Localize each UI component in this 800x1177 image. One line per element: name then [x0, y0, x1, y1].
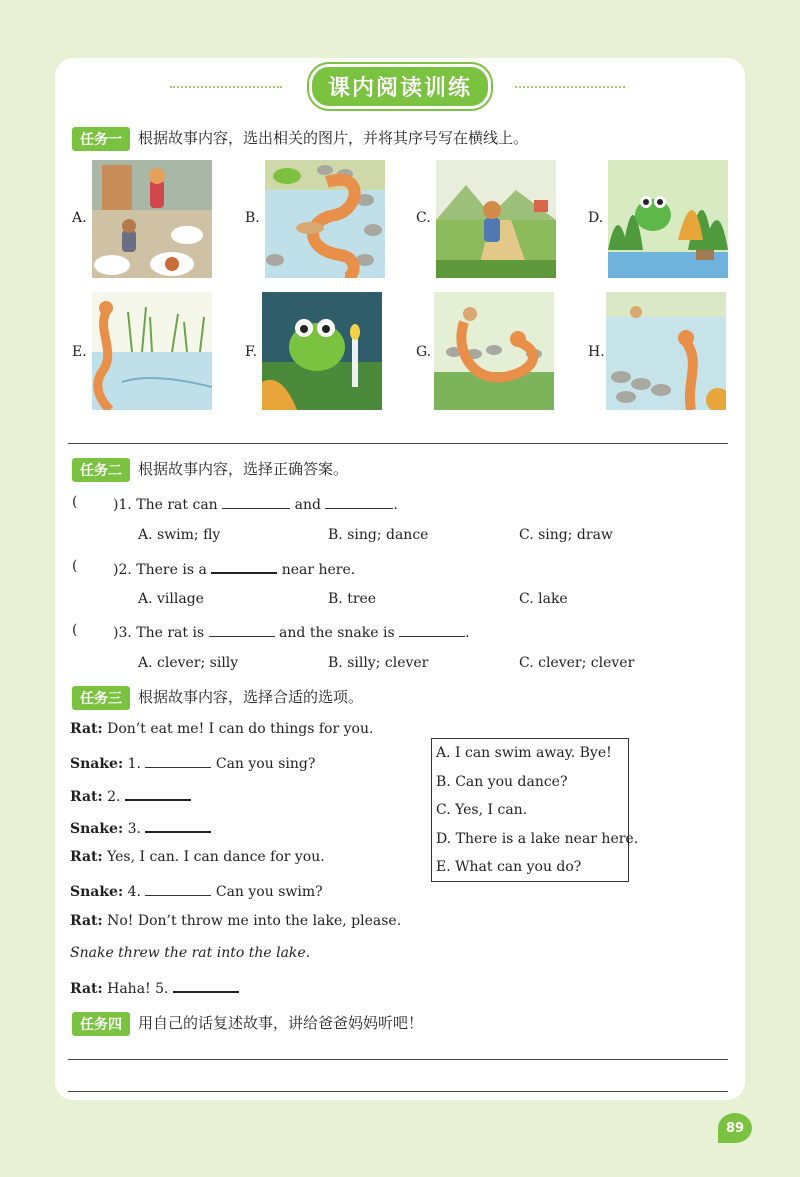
question-1-stem-a: )1. The rat can	[113, 497, 218, 513]
speaker-label: Snake:	[70, 821, 124, 837]
dialogue-text: Can you swim?	[215, 884, 323, 900]
question-1-option-a[interactable]: A. swim; fly	[138, 527, 221, 543]
choice-a[interactable]: A. I can swim away. Bye!	[436, 745, 612, 761]
speaker-label: Rat:	[70, 789, 103, 805]
question-1-stem-c: .	[393, 497, 398, 513]
question-2-paren[interactable]: (	[72, 558, 78, 574]
page-title: 课内阅读训练	[309, 64, 491, 109]
question-1-option-c[interactable]: C. sing; draw	[519, 527, 613, 543]
picture-a-rat-kitchen[interactable]	[92, 160, 212, 278]
picture-label-d: D.	[588, 210, 604, 226]
picture-d-frog-pond[interactable]	[608, 160, 728, 278]
dialogue-blank-3[interactable]	[145, 817, 211, 833]
picture-g-snake-catches-rat[interactable]	[434, 292, 554, 410]
picture-label-b: B.	[245, 210, 260, 226]
question-3-stem-a: )3. The rat is	[113, 625, 205, 641]
task1-tag: 任务一	[72, 127, 130, 151]
picture-label-a: A.	[72, 210, 87, 226]
dialogue-text: Don’t eat me! I can do things for you.	[107, 721, 374, 737]
picture-label-f: F.	[245, 344, 257, 360]
picture-label-g: G.	[416, 344, 432, 360]
speaker-label: Snake:	[70, 756, 124, 772]
dialogue-blank-5[interactable]	[173, 977, 239, 993]
picture-h-rat-thrown-into-lake[interactable]	[606, 292, 726, 410]
blank-number: 1.	[127, 756, 141, 772]
choice-c[interactable]: C. Yes, I can.	[436, 802, 528, 818]
dialogue-blank-4[interactable]	[145, 881, 211, 896]
question-1-blank-1[interactable]	[222, 494, 290, 509]
blank-number: 2.	[107, 789, 121, 805]
dialogue-text: Haha!	[107, 981, 151, 997]
choice-b[interactable]: B. Can you dance?	[436, 773, 568, 790]
dialogue-blank-2[interactable]	[125, 785, 191, 801]
picture-b-art	[265, 160, 385, 278]
dialogue-line-4	[70, 817, 211, 837]
speaker-label: Rat:	[70, 721, 103, 737]
question-1-paren[interactable]: (	[72, 494, 78, 510]
dialogue-line-2	[70, 753, 315, 772]
choices-box	[431, 738, 639, 882]
question-1-stem-b: and	[294, 497, 321, 513]
question-1-option-b[interactable]: B. sing; dance	[328, 527, 429, 543]
picture-e-snake-in-reeds[interactable]	[92, 292, 212, 410]
dialogue-line-7	[70, 913, 401, 929]
task2-instruction: 根据故事内容，选择正确答案。	[138, 460, 349, 478]
question-3-paren[interactable]: (	[72, 622, 78, 638]
header-dotted-line-right	[515, 86, 625, 88]
picture-f-frog-with-candle[interactable]	[262, 292, 382, 410]
task4-answer-line-1[interactable]	[68, 1059, 728, 1060]
task4-answer-line-2[interactable]	[68, 1091, 728, 1092]
picture-g-art	[434, 292, 554, 410]
dialogue-line-3	[70, 785, 191, 805]
question-2-blank[interactable]	[211, 558, 277, 574]
header-dotted-line-left	[170, 86, 282, 88]
question-1-blank-2[interactable]	[325, 494, 393, 509]
dialogue-text: No! Don’t throw me into the lake, please.	[107, 913, 402, 929]
question-3-stem-c: .	[465, 625, 470, 641]
question-3	[113, 622, 470, 641]
blank-number: 4.	[127, 884, 141, 900]
choice-e[interactable]: E. What can you do?	[436, 859, 582, 875]
blank-number: 5.	[155, 981, 169, 997]
picture-a-art	[92, 160, 212, 278]
question-3-blank-2[interactable]	[399, 622, 465, 637]
task3-instruction: 根据故事内容，选择合适的选项。	[138, 688, 364, 706]
question-3-option-c[interactable]: C. clever; clever	[519, 655, 635, 671]
question-3-option-a[interactable]: A. clever; silly	[138, 655, 239, 671]
picture-label-h: H.	[588, 344, 605, 360]
page-number: 89	[718, 1113, 752, 1143]
task1-instruction: 根据故事内容，选出相关的图片，并将其序号写在横线上。	[138, 129, 529, 147]
picture-f-art	[262, 292, 382, 410]
question-2-option-b[interactable]: B. tree	[328, 591, 377, 607]
task3-tag: 任务三	[72, 686, 130, 710]
dialogue-blank-1[interactable]	[145, 753, 211, 768]
dialogue-line-5	[70, 849, 325, 865]
picture-e-art	[92, 292, 212, 410]
question-3-stem-b: and the snake is	[279, 625, 395, 641]
blank-number: 3.	[127, 821, 141, 837]
task4-tag: 任务四	[72, 1012, 130, 1036]
speaker-label: Snake:	[70, 884, 124, 900]
dialogue-line-6	[70, 881, 323, 900]
picture-h-art	[606, 292, 726, 410]
question-2	[113, 558, 355, 578]
dialogue-line-1	[70, 721, 373, 737]
picture-b-snake-rat-pond[interactable]	[265, 160, 385, 278]
question-2-option-c[interactable]: C. lake	[519, 591, 568, 607]
picture-label-c: C.	[416, 210, 431, 226]
picture-c-art	[436, 160, 556, 278]
picture-c-rat-walking-village[interactable]	[436, 160, 556, 278]
header-banner	[300, 66, 500, 106]
question-1	[113, 494, 398, 513]
picture-label-e: E.	[72, 344, 87, 360]
choice-d[interactable]: D. There is a lake near here.	[436, 830, 639, 847]
speaker-label: Rat:	[70, 849, 103, 865]
dialogue-narration: Snake threw the rat into the lake.	[70, 945, 311, 961]
question-3-blank-1[interactable]	[209, 622, 275, 637]
question-2-option-a[interactable]: A. village	[138, 591, 204, 607]
dialogue-line-9	[70, 977, 239, 997]
task1-answer-line[interactable]	[68, 443, 728, 444]
dialogue-text: Yes, I can. I can dance for you.	[107, 849, 325, 865]
question-3-option-b[interactable]: B. silly; clever	[328, 655, 429, 671]
question-2-stem-a: )2. There is a	[113, 562, 207, 578]
speaker-label: Rat:	[70, 913, 103, 929]
speaker-label: Rat:	[70, 981, 103, 997]
question-2-stem-b: near here.	[281, 562, 356, 578]
task4-instruction: 用自己的话复述故事，讲给爸爸妈妈听吧！	[138, 1014, 424, 1032]
dialogue-text: Can you sing?	[215, 756, 316, 772]
picture-d-art	[608, 160, 728, 278]
task2-tag: 任务二	[72, 458, 130, 482]
